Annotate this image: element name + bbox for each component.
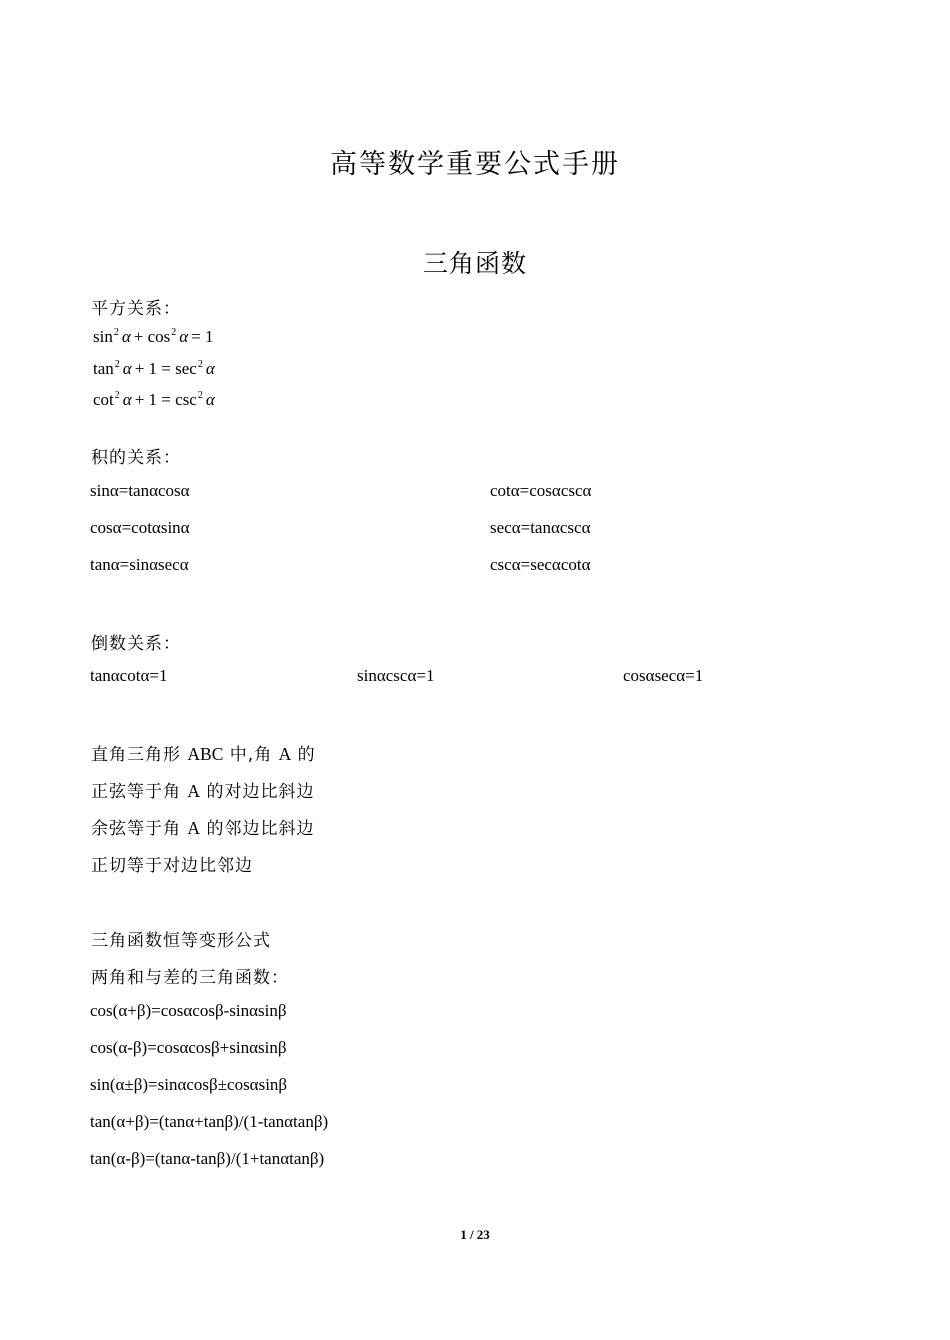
square-eq-1 [93,327,214,347]
product-formula-right-3: cscα=secαcotα [490,555,591,574]
latin-text: A [278,744,292,764]
right-triangle-line-4: 正切等于对边比邻边 [91,856,253,876]
eq-exp: 2 [114,390,120,401]
square-relations-heading: 平方关系： [91,299,181,319]
latin-text: ABC [187,744,224,764]
eq-var: α [122,390,132,409]
eq-text: tan [93,359,114,378]
eq-exp: 2 [197,390,203,401]
identity-formula-2: cos(α-β)=cosαcosβ+sinαsinβ [90,1038,287,1057]
latin-text: A [187,818,201,838]
identity-formula-4: tan(α+β)=(tanα+tanβ)/(1-tanαtanβ) [90,1112,329,1131]
eq-text: + 1 = sec [134,359,197,378]
page-number: 1 / 23 [460,1227,490,1242]
reciprocal-formula-2: sinαcscα=1 [357,666,435,685]
eq-text: cot [93,390,114,409]
identities-heading: 三角函数恒等变形公式 [91,931,271,951]
eq-text: = 1 [191,327,214,346]
product-formula-left-1: sinα=tanαcosα [90,481,190,500]
eq-var: α [121,327,131,346]
right-triangle-line-1 [91,740,316,765]
reciprocal-relations-heading: 倒数关系： [91,634,181,654]
product-formula-left-2: cosα=cotαsinα [90,518,190,537]
sum-difference-heading: 两角和与差的三角函数： [91,968,289,988]
eq-exp: 2 [197,359,203,370]
cn-text: 正弦等于角 [91,782,188,802]
latin-text: A [187,781,201,801]
page-title: 高等数学重要公式手册 [330,149,620,180]
cn-text: 的对边比斜边 [200,782,315,802]
right-triangle-line-3 [91,814,314,839]
cn-text: 中,角 [223,745,279,765]
section-title: 三角函数 [422,249,527,278]
eq-var: α [205,390,215,409]
eq-var: α [205,359,215,378]
eq-text: + 1 = csc [134,390,197,409]
eq-exp: 2 [113,327,119,338]
square-eq-3 [93,390,218,410]
cn-text: 余弦等于角 [91,819,188,839]
eq-exp: 2 [171,327,177,338]
identity-formula-5: tan(α-β)=(tanα-tanβ)/(1+tanαtanβ) [90,1149,325,1168]
product-relations-heading: 积的关系： [91,448,181,468]
cn-text: 直角三角形 [91,745,188,765]
eq-var: α [179,327,189,346]
product-formula-right-2: secα=tanαcscα [490,518,591,537]
square-eq-2 [93,359,218,379]
cn-text: 的邻边比斜边 [200,819,315,839]
eq-text: sin [93,327,113,346]
eq-var: α [122,359,132,378]
eq-exp: 2 [114,359,120,370]
eq-text: + cos [133,327,171,346]
identity-formula-3: sin(α±β)=sinαcosβ±cosαsinβ [90,1075,288,1094]
identity-formula-1: cos(α+β)=cosαcosβ-sinαsinβ [90,1001,287,1020]
product-formula-right-1: cotα=cosαcscα [490,481,592,500]
right-triangle-line-2 [91,777,314,802]
reciprocal-formula-3: cosαsecα=1 [623,666,704,685]
product-formula-left-3: tanα=sinαsecα [90,555,189,574]
reciprocal-formula-1: tanαcotα=1 [90,666,168,685]
cn-text: 的 [291,745,316,765]
